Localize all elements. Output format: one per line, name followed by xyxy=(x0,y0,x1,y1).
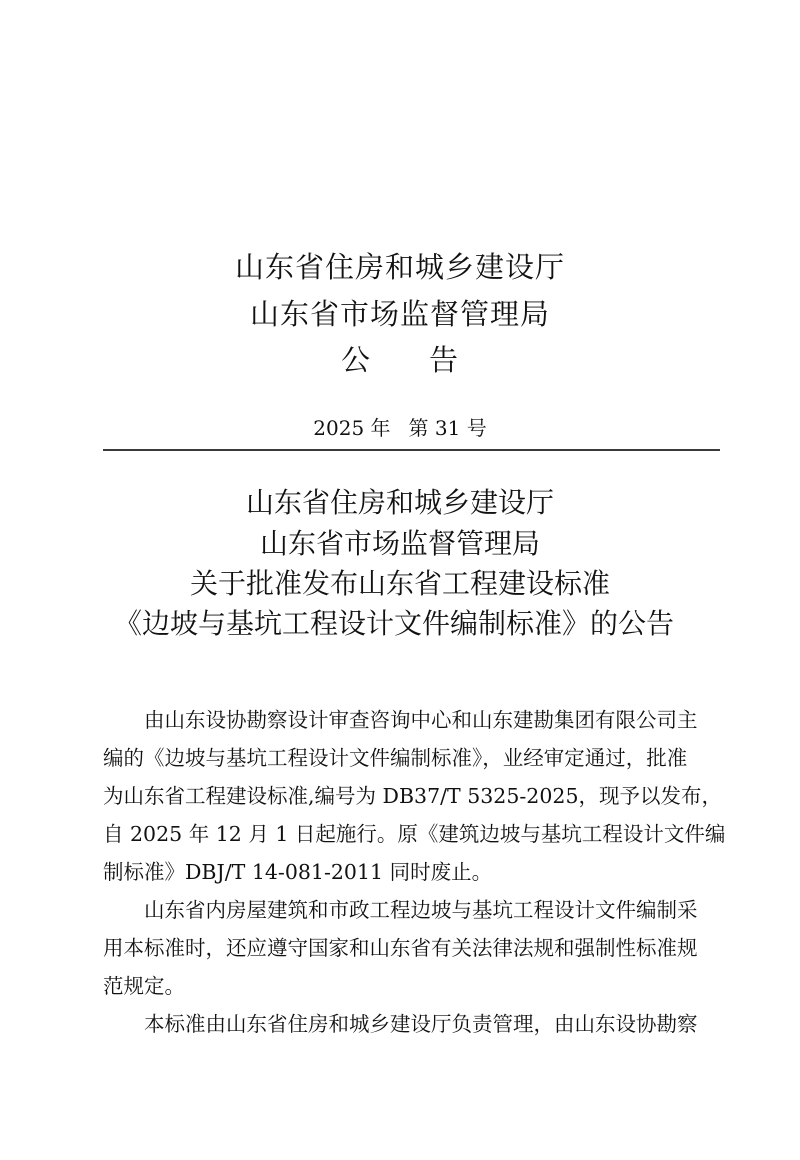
document-year: 2025 年 xyxy=(313,416,391,440)
doc-type-char-1: 公 xyxy=(340,343,371,377)
body-line: 为山东省工程建设标准,编号为 DB37/T 5325-2025，现予以发布， xyxy=(103,784,722,808)
title-line-1: 山东省住房和城乡建设厅 xyxy=(245,486,554,519)
title-line-4: 《边坡与基坑工程设计文件编制标准》的公告 xyxy=(113,607,674,640)
paragraph-scope xyxy=(103,891,720,1005)
body-line: 用本标准时，还应遵守国家和山东省有关法律法规和强制性标准规 xyxy=(103,936,698,960)
issuer-name-market-supervision: 山东省市场监督管理局 xyxy=(249,297,550,331)
body-line: 范规定。 xyxy=(103,974,185,998)
body-line: 制标准》DBJ/T 14-081-2011 同时废止。 xyxy=(103,860,493,884)
issuer-name-housing-dept: 山东省住房和城乡建设厅 xyxy=(234,250,565,284)
paragraph-approval xyxy=(103,701,726,891)
title-line-3: 关于批准发布山东省工程建设标准 xyxy=(189,567,610,600)
title-line-2: 山东省市场监督管理局 xyxy=(259,527,540,560)
body-line: 编的《边坡与基坑工程设计文件编制标准》，业经审定通过，批准 xyxy=(103,746,688,770)
body-line: 山东省内房屋建筑和市政工程边坡与基坑工程设计文件编制采 xyxy=(144,898,698,922)
document-number xyxy=(0,418,800,438)
doc-type-char-2: 告 xyxy=(429,343,460,377)
announcement-body xyxy=(103,701,726,1043)
document-type-heading xyxy=(0,343,800,377)
body-line: 自 2025 年 12 月 1 日起施行。原《建筑边坡与基坑工程设计文件编 xyxy=(103,822,726,846)
header-divider xyxy=(103,449,720,451)
body-line: 本标准由山东省住房和城乡建设厅负责管理，由山东设协勘察 xyxy=(144,1012,698,1036)
body-line: 由山东设协勘察设计审查咨询中心和山东建勘集团有限公司主 xyxy=(144,708,698,732)
document-serial: 第 31 号 xyxy=(408,416,487,440)
paragraph-management xyxy=(103,1005,720,1043)
